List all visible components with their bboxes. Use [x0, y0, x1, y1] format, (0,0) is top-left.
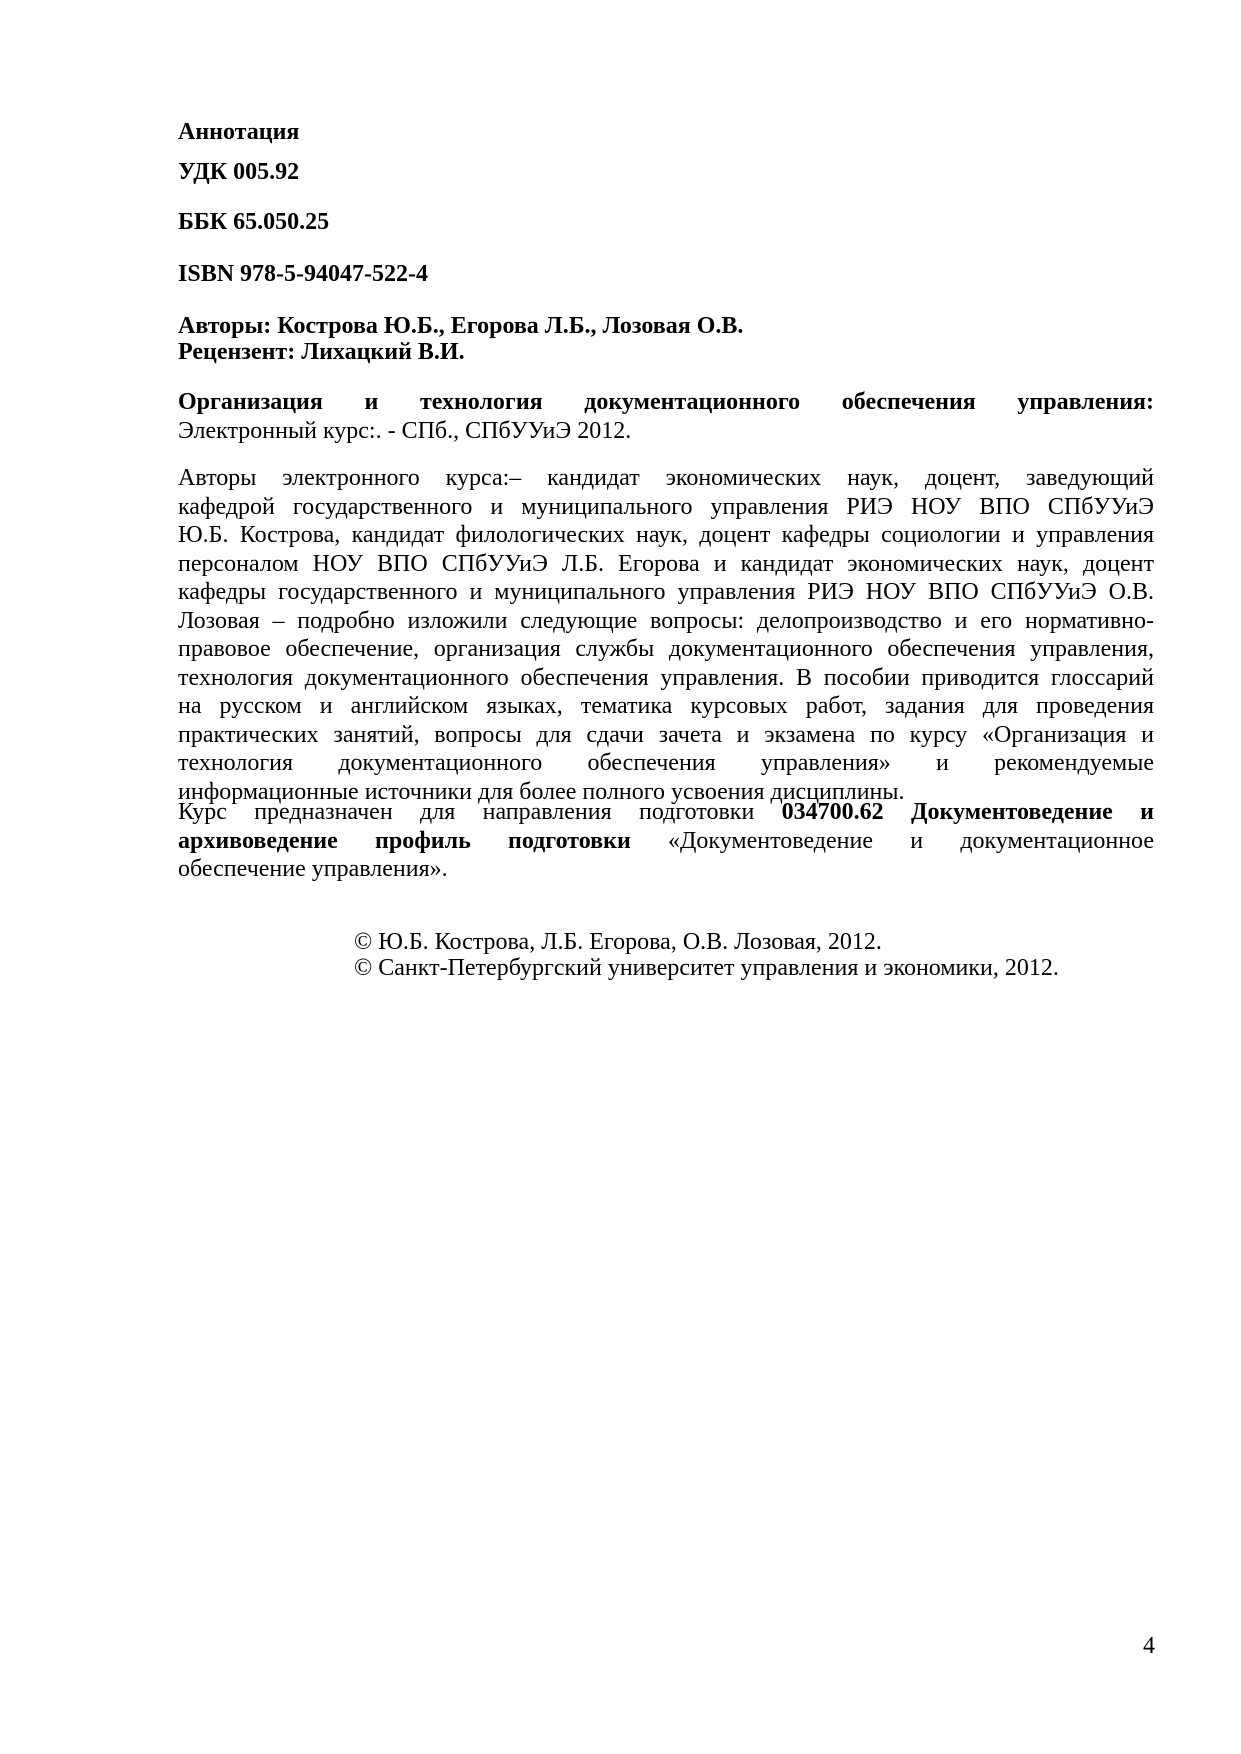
description-line: кафедрой государственного и муниципального управления РИЭ НОУ ВПО СПбУУиЭ [178, 493, 1154, 520]
description-line: Авторы электронного курса:– кандидат экономических наук, доцент, заведующий [178, 465, 1154, 491]
description-line: кафедры государственного и муниципального управления РИЭ НОУ ВПО СПбУУиЭ О.В. [178, 579, 1154, 605]
purpose-line-3: обеспечение управления». [178, 856, 448, 882]
purpose-text-plain-1: Курс предназначен для направления подготовки [178, 799, 755, 825]
isbn-code: ISBN 978-5-94047-522-4 [178, 261, 428, 287]
bbk-code: ББК 65.050.25 [178, 209, 330, 235]
copyright-university: © Санкт-Петербургский университет управления и экономики, 2012. [354, 955, 1059, 981]
copyright-authors: © Ю.Б. Кострова, Л.Б. Егорова, О.В. Лозовая, 2012. [354, 929, 882, 955]
page-number: 4 [1143, 1633, 1155, 1659]
description-line: Лозовая – подробно изложили следующие вопросы: делопроизводство и его нормативно- [178, 607, 1154, 634]
description-line: информационные источники для более полного усвоения дисциплины. [178, 778, 905, 805]
purpose-paragraph [178, 798, 1154, 884]
purpose-profile-name: «Документоведение и документационное [668, 827, 1154, 854]
annotation-heading: Аннотация [178, 119, 300, 145]
book-title: Организация и технология документационного обеспечения управления: [178, 389, 1154, 415]
description-line: технология документационного обеспечения управления. В пособии приводится глоссарий [178, 664, 1154, 691]
udk-code: УДК 005.92 [178, 159, 300, 185]
book-subtitle: Электронный курс:. - СПб., СПбУУиЭ 2012. [178, 417, 632, 444]
reviewer-line: Рецензент: Лихацкий В.И. [178, 339, 465, 365]
purpose-line-2 [178, 827, 1154, 856]
description-line: технология документационного обеспечения управления» и рекомендуемые [178, 750, 1154, 776]
purpose-profile-label: архивоведение профиль подготовки [178, 827, 631, 854]
description-line: персоналом НОУ ВПО СПбУУиЭ Л.Б. Егорова и кандидат экономических наук, доцент [178, 550, 1154, 577]
description-line: правовое обеспечение, организация службы документационного обеспечения управления, [178, 636, 1154, 662]
description-paragraph [178, 464, 1154, 806]
title-block [178, 388, 1154, 445]
description-line: Ю.Б. Кострова, кандидат филологических наук, доцент кафедры социологии и управления [178, 522, 1154, 548]
description-line: на русском и английском языках, тематика курсовых работ, задания для проведения [178, 693, 1154, 719]
purpose-program-code: 034700.62 Документоведение и [781, 799, 1154, 825]
authors-line: Авторы: Кострова Ю.Б., Егорова Л.Б., Лозовая О.В. [178, 313, 744, 339]
description-line: практических занятий, вопросы для сдачи зачета и экзамена по курсу «Организация и [178, 721, 1154, 748]
purpose-line-1 [178, 798, 1154, 827]
